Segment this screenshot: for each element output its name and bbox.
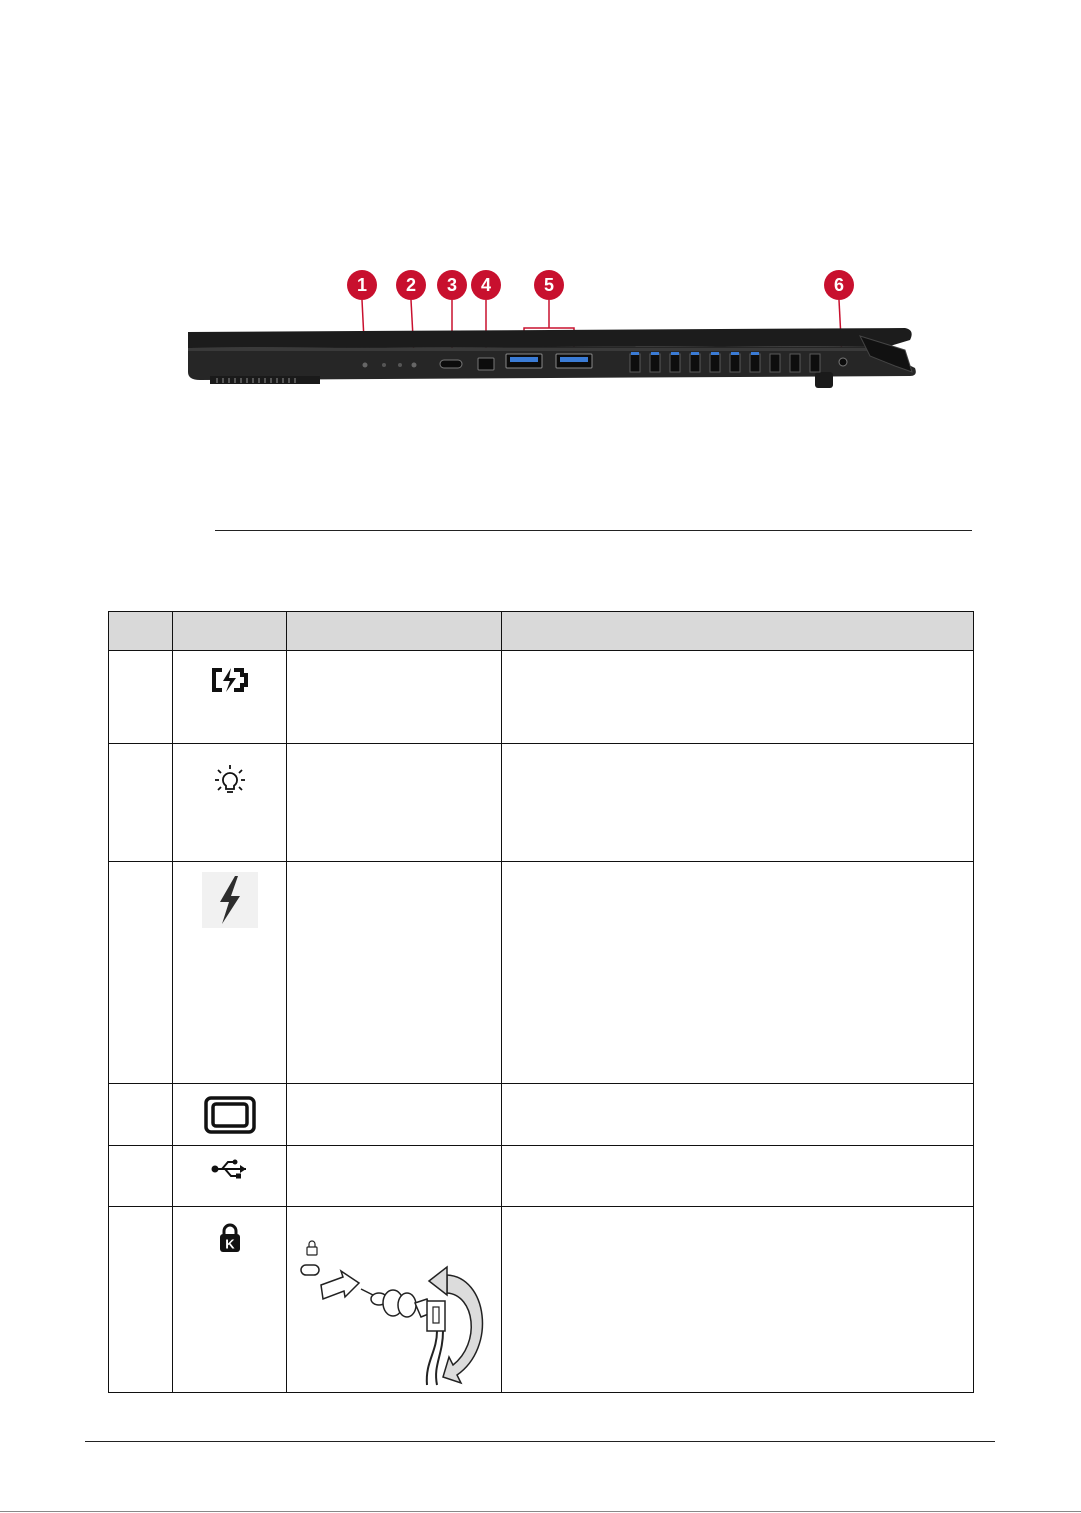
table-header-row <box>109 612 974 651</box>
svg-text:3: 3 <box>446 275 458 295</box>
table-row <box>109 1146 974 1207</box>
footer-rule <box>85 1441 995 1442</box>
component-table <box>108 611 974 1393</box>
header-number <box>109 612 173 651</box>
svg-text:K: K <box>224 1236 235 1252</box>
lock-installation-illustration <box>297 1237 497 1387</box>
laptop-left-side-photo <box>170 260 930 400</box>
usb-icon <box>210 1158 250 1180</box>
table-row <box>109 651 974 744</box>
svg-text:6: 6 <box>833 275 845 295</box>
table-row <box>109 744 974 862</box>
svg-text:5: 5 <box>543 275 555 295</box>
svg-text:1: 1 <box>356 275 368 295</box>
header-item <box>287 612 502 651</box>
section-rule <box>215 530 972 531</box>
laptop-body <box>188 328 916 388</box>
page-edge-line <box>0 1511 1081 1512</box>
table-row <box>109 1207 974 1393</box>
table-row <box>109 1084 974 1146</box>
thunderbolt-icon <box>202 872 258 928</box>
kensington-lock-icon <box>218 1223 242 1253</box>
header-icon <box>173 612 287 651</box>
svg-text:4: 4 <box>480 275 492 295</box>
header-description <box>502 612 974 651</box>
lightbulb-icon <box>213 764 247 798</box>
battery-charging-icon <box>210 667 250 693</box>
display-port-icon <box>204 1096 256 1134</box>
svg-text:2: 2 <box>405 275 417 295</box>
table-row <box>109 862 974 1084</box>
